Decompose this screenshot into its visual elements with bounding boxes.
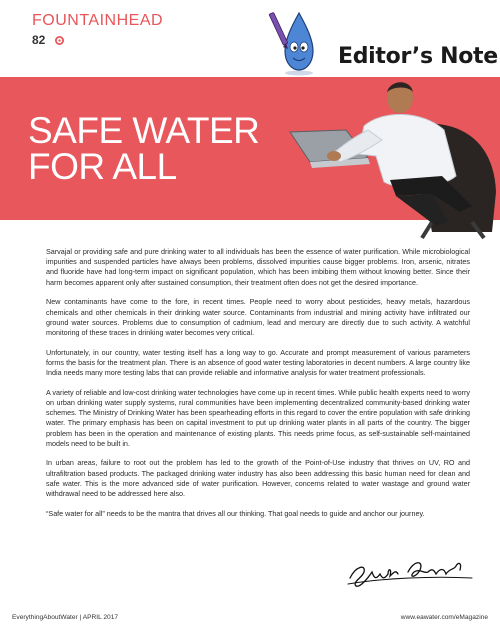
- editor-signature: [344, 548, 474, 594]
- water-drop-icon: [55, 36, 64, 45]
- editor-photo: [272, 72, 500, 240]
- article-paragraph: “Safe water for all” needs to be the mantra that drives all our thinking. That goal needs to guide and anchor our journey.: [46, 508, 425, 518]
- magazine-header: [32, 13, 163, 47]
- page-number: 82: [32, 33, 46, 47]
- headline-line-1: SAFE WATER: [28, 110, 260, 151]
- article-body: [46, 247, 470, 528]
- article-paragraph: A variety of reliable and low-cost drinking water technologies have come up in recent times. While public health experts need to worry on urban drinking water supply systems, rural communities have been implementing decentralized community-based drinking water schemes. The Ministry of Drinking Water has been spearheading efforts in this regard to cover the entire population with safe drinking water. The primary emphasis has been on capital investment to put up drinking water plants in all parts of the country. The bigger problem has been in the operation and maintenance of existing plants. This needs prime focus, as self-sustainable self-maintained models need to be built in.: [46, 387, 470, 448]
- article-paragraph: Unfortunately, in our country, water testing itself has a long way to go. Accurate and prompt measurement of various parameters forms the basis for the treatment plan. There is an absence of good water testing laboratories in decent numbers. A large country like India needs many more testing labs that can provide reliable and informative analysis for water treatment professionals.: [46, 347, 470, 378]
- pen-mascot-icon: [268, 7, 330, 77]
- section-title: Editor’s Note: [338, 44, 498, 69]
- article-paragraph: Sarvajal or providing safe and pure drinking water to all individuals has been the essence of water purification. While microbiological impurities and suspended particles have always been problems, dissolved impurities cause bigger problems. Iron, arsenic, nitrates and fluoride have had long-term impact on significant population, which has been imbibing them without knowing better. Since their harm becomes apparent only after sustained consumption, their treatment often does not get the desired importance.: [46, 247, 470, 287]
- magazine-name: FOUNTAINHEAD: [32, 12, 164, 29]
- headline: [28, 110, 260, 187]
- headline-line-2: FOR ALL: [28, 146, 177, 187]
- page-line: [32, 33, 163, 47]
- footer-issue: EverythingAboutWater | APRIL 2017: [12, 614, 119, 621]
- footer-url: www.eawater.com/eMagazine: [400, 614, 488, 621]
- article-paragraph: In urban areas, failure to root out the problem has led to the growth of the Point-of-Use industry that thrives on UV, RO and ultrafiltration based products. The packaged drinking water industry has also been addressing this basic human need for clean and safe water. This is the more advanced side of water purification. However, concerns related to water wastage and ground water withdrawal need to be addressed here also.: [46, 458, 470, 499]
- article-paragraph: New contaminants have come to the fore, in recent times. People need to worry about pesticides, heavy metals, hazardous chemicals and other chemicals in their drinking water source. Contaminants from industrial and mining activity have infiltrated our ground water sources. Problems due to consumption of cadmium, lead and mercury are directly due to such activity. A watchful monitoring of these traces in drinking water becomes very critical.: [46, 297, 470, 337]
